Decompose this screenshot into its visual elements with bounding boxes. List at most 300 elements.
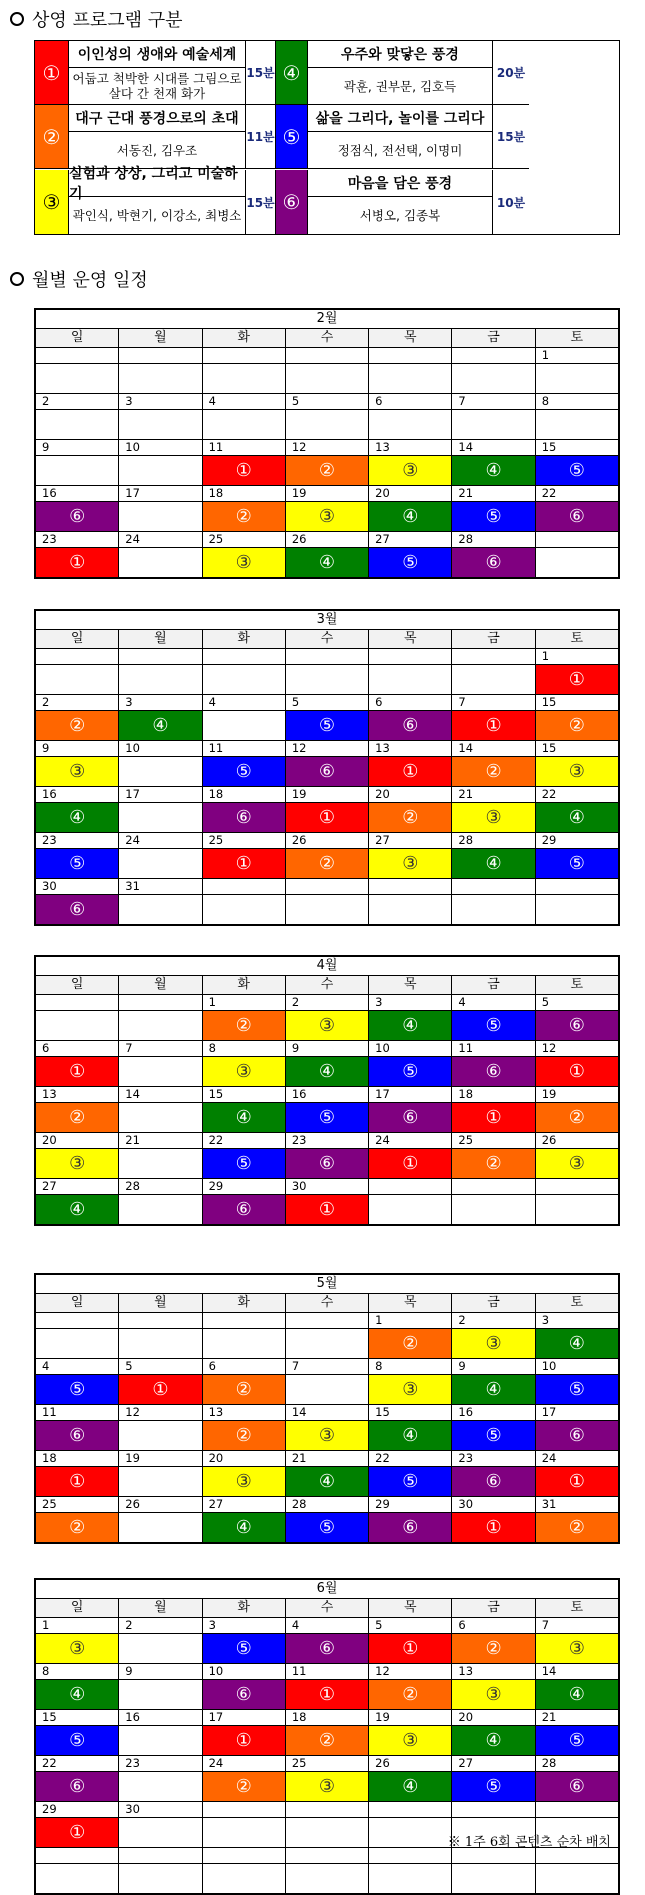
- date-number: 13: [203, 1405, 286, 1420]
- week-program-row: [36, 502, 618, 532]
- date-number: [119, 348, 202, 363]
- program-slot: [119, 1726, 202, 1755]
- week-program-row: [36, 1680, 618, 1710]
- program-slot: ②: [203, 1011, 286, 1040]
- weekday-label: 일: [36, 1294, 119, 1312]
- program-artists: 어둡고 척박한 시대를 그림으로 살다 간 천재 화가: [72, 71, 242, 101]
- date-number: 22: [36, 1756, 119, 1771]
- date-number: 1: [369, 1313, 452, 1328]
- program-slot: ③: [452, 1680, 535, 1709]
- program-slot: ①: [286, 1680, 369, 1709]
- weekday-header: [36, 1599, 618, 1618]
- program-slot: [286, 1818, 369, 1847]
- week-program-row: [36, 1467, 618, 1497]
- calendar-5-month: [34, 1273, 620, 1544]
- date-number: 27: [452, 1756, 535, 1771]
- date-number: 26: [119, 1497, 202, 1512]
- date-number: [536, 879, 618, 894]
- date-number: 20: [369, 787, 452, 802]
- program-slot: ④: [452, 456, 535, 485]
- program-slot: [119, 1103, 202, 1132]
- date-number: 15: [541, 741, 557, 755]
- program-slot: [286, 1375, 369, 1404]
- date-number: [286, 1313, 369, 1328]
- date-number: 12: [286, 741, 369, 756]
- program-slot: ②: [369, 1680, 452, 1709]
- program-slot: ②: [536, 711, 618, 740]
- date-number: [286, 1848, 369, 1863]
- date-number: 14: [452, 741, 535, 756]
- date-number: [452, 1802, 535, 1817]
- date-number: 5: [119, 1359, 202, 1374]
- date-number: 19: [286, 787, 369, 802]
- program-slot: [119, 1011, 202, 1040]
- date-number: [369, 1848, 452, 1863]
- date-number: 4: [203, 695, 286, 710]
- program-slot: [203, 711, 286, 740]
- date-number: 9: [36, 741, 119, 756]
- weekday-label: 월: [119, 329, 202, 347]
- program-slot: [536, 1864, 618, 1893]
- date-number: [369, 879, 452, 894]
- program-slot: [119, 1467, 202, 1496]
- week-date-row: [36, 1179, 618, 1195]
- week-program-row: [36, 1149, 618, 1179]
- program-slot: [119, 757, 202, 786]
- program-slot: [452, 1195, 535, 1224]
- date-number: 21: [286, 1451, 369, 1466]
- date-number: 10: [119, 440, 202, 455]
- date-number: 28: [286, 1497, 369, 1512]
- program-artists: 정점식, 전선택, 이명미: [337, 142, 463, 158]
- date-number: 24: [369, 1133, 452, 1148]
- program-slot: [536, 364, 618, 393]
- program-slot: ⑤: [369, 548, 452, 577]
- program-duration: 15분: [493, 105, 529, 169]
- week-program-row: [36, 1634, 618, 1664]
- week-program-row: [36, 1375, 618, 1405]
- date-number: 29: [203, 1179, 286, 1194]
- weekday-header: [36, 329, 618, 348]
- date-number: 14: [541, 1664, 557, 1678]
- week-date-row: [36, 995, 618, 1011]
- date-number: 7: [541, 1618, 550, 1632]
- week-date-row: [36, 1664, 618, 1680]
- program-title: 우주와 맞닿은 풍경: [308, 41, 492, 68]
- program-title: 마음을 담은 풍경: [308, 170, 492, 197]
- date-number: 10: [119, 741, 202, 756]
- program-slot: ④: [369, 1772, 452, 1801]
- week-program-row: [36, 1772, 618, 1802]
- program-slot: ①: [369, 1149, 452, 1178]
- program-slot: [203, 1864, 286, 1893]
- program-duration: 10분: [496, 195, 526, 210]
- program-slot: [36, 364, 119, 393]
- program-slot: [536, 895, 618, 924]
- date-number: 30: [286, 1179, 369, 1194]
- program-row: [35, 166, 619, 234]
- date-number: 14: [286, 1405, 369, 1420]
- program-slot: ④: [369, 1011, 452, 1040]
- date-number: 9: [36, 440, 119, 455]
- program-duration: 11분: [246, 105, 276, 169]
- program-slot: ②: [536, 1103, 618, 1132]
- date-number: 1: [36, 1618, 119, 1633]
- program-slot: ②: [203, 502, 286, 531]
- week-program-row: [36, 1421, 618, 1451]
- date-number: [452, 1848, 535, 1863]
- date-number: 6: [452, 1618, 535, 1633]
- program-slot: ④: [369, 1421, 452, 1450]
- program-slot: [286, 665, 369, 694]
- program-slot: ④: [119, 711, 202, 740]
- program-slot: ③: [369, 849, 452, 878]
- program-slot: ⑥: [36, 1772, 119, 1801]
- program-slot: ①: [369, 757, 452, 786]
- week-date-row: [36, 695, 618, 711]
- week-date-row: [36, 1710, 618, 1726]
- program-slot: ④: [536, 1680, 618, 1709]
- program-slot: ②: [286, 849, 369, 878]
- program-slot: [119, 665, 202, 694]
- program-slot: [369, 665, 452, 694]
- date-number: 18: [286, 1710, 369, 1725]
- date-number: 8: [541, 394, 550, 408]
- week-program-row: [36, 456, 618, 486]
- program-number: ①: [35, 41, 69, 105]
- date-number: 10: [203, 1664, 286, 1679]
- date-number: 12: [541, 1041, 557, 1055]
- date-number: 7: [119, 1041, 202, 1056]
- program-row: [35, 105, 619, 169]
- week-program-row: [36, 1057, 618, 1087]
- date-number: 21: [452, 787, 535, 802]
- program-slot: [119, 1421, 202, 1450]
- weekday-label: 금: [452, 630, 535, 648]
- program-slot: ②: [369, 1329, 452, 1358]
- week-date-row: [36, 394, 618, 410]
- weekday-label: 일: [36, 1599, 119, 1617]
- date-number: 22: [369, 1451, 452, 1466]
- program-slot: ⑤: [369, 1467, 452, 1496]
- program-slot: [369, 1195, 452, 1224]
- date-number: 18: [452, 1087, 535, 1102]
- program-slot: ③: [369, 456, 452, 485]
- program-slot: ①: [369, 1634, 452, 1663]
- date-number: 14: [452, 440, 535, 455]
- week-program-row: [36, 1513, 618, 1542]
- date-number: 20: [369, 486, 452, 501]
- program-slot: [536, 548, 618, 577]
- program-slot: ④: [203, 1513, 286, 1542]
- week-date-row: [36, 348, 618, 364]
- date-number: [369, 1802, 452, 1817]
- date-number: 18: [36, 1451, 119, 1466]
- program-slot: ③: [536, 1634, 618, 1663]
- program-slot: ③: [36, 1149, 119, 1178]
- date-number: 13: [452, 1664, 535, 1679]
- program-slot: ①: [203, 849, 286, 878]
- program-slot: [203, 895, 286, 924]
- date-number: 3: [541, 1313, 550, 1327]
- program-slot: ④: [452, 1726, 535, 1755]
- program-slot: [119, 803, 202, 832]
- week-date-row: [36, 486, 618, 502]
- date-number: 27: [369, 532, 452, 547]
- week-date-row: [36, 833, 618, 849]
- program-slot: ④: [452, 1375, 535, 1404]
- program-slot: ①: [286, 803, 369, 832]
- date-number: 3: [369, 995, 452, 1010]
- program-slot: ⑤: [203, 757, 286, 786]
- weekday-header: [36, 630, 618, 649]
- weekday-label: 화: [203, 1294, 286, 1312]
- program-slot: ②: [452, 757, 535, 786]
- week-program-row: [36, 1011, 618, 1041]
- program-info: [69, 105, 246, 169]
- program-artists: 서동진, 김우조: [116, 142, 198, 158]
- program-title: 실험과 상상, 그리고 미술하기: [69, 170, 245, 197]
- program-slot: ⑥: [286, 757, 369, 786]
- date-number: 3: [119, 695, 202, 710]
- program-slot: [119, 1772, 202, 1801]
- date-number: 19: [541, 1087, 557, 1101]
- date-number: [36, 995, 119, 1010]
- program-slot: [203, 410, 286, 439]
- date-number: [119, 1313, 202, 1328]
- program-slot: ⑤: [36, 849, 119, 878]
- program-slot: [119, 1195, 202, 1224]
- program-slot: ③: [36, 1634, 119, 1663]
- date-number: 3: [203, 1618, 286, 1633]
- date-number: 23: [452, 1451, 535, 1466]
- week-date-row: [36, 1451, 618, 1467]
- weekday-label: 화: [203, 329, 286, 347]
- date-number: 9: [119, 1664, 202, 1679]
- weekday-label: 목: [369, 1599, 452, 1617]
- date-number: 19: [369, 1710, 452, 1725]
- program-slot: ①: [452, 711, 535, 740]
- program-slot: ⑤: [286, 711, 369, 740]
- weekday-label: 토: [570, 330, 584, 345]
- program-slot: ②: [203, 1772, 286, 1801]
- date-number: 26: [369, 1756, 452, 1771]
- weekday-header: [36, 1294, 618, 1313]
- date-number: 29: [541, 833, 557, 847]
- date-number: 21: [452, 486, 535, 501]
- program-slot: ③: [369, 1375, 452, 1404]
- week-date-row: [36, 1087, 618, 1103]
- program-slot: ⑥: [536, 1772, 618, 1801]
- program-slot: ③: [536, 1149, 618, 1178]
- date-number: 27: [203, 1497, 286, 1512]
- date-number: [286, 1802, 369, 1817]
- date-number: 2: [452, 1313, 535, 1328]
- program-slot: ①: [36, 548, 119, 577]
- week-date-row: [36, 1618, 618, 1634]
- program-info: [308, 105, 493, 169]
- program-slot: ⑥: [452, 1057, 535, 1086]
- date-number: 24: [119, 532, 202, 547]
- date-number: [119, 1848, 202, 1863]
- program-slot: ⑤: [203, 1149, 286, 1178]
- program-number: ⑤: [276, 105, 308, 169]
- weekday-label: 일: [36, 329, 119, 347]
- program-slot: ②: [203, 1375, 286, 1404]
- date-number: 17: [119, 486, 202, 501]
- program-duration: 15분: [246, 170, 276, 234]
- program-slot: ②: [286, 1726, 369, 1755]
- week-program-row: [36, 1864, 618, 1893]
- date-number: [452, 879, 535, 894]
- week-date-row: [36, 1405, 618, 1421]
- program-slot: [119, 364, 202, 393]
- date-number: [36, 1313, 119, 1328]
- section-program-title-text: 상영 프로그램 구분: [32, 10, 183, 31]
- program-slot: [452, 364, 535, 393]
- date-number: [119, 649, 202, 664]
- date-number: [536, 532, 618, 547]
- program-slot: [286, 1329, 369, 1358]
- program-slot: ②: [452, 1149, 535, 1178]
- date-number: 7: [452, 394, 535, 409]
- program-slot: ③: [369, 1726, 452, 1755]
- date-number: 16: [36, 787, 119, 802]
- calendar-month-title: 2월: [36, 310, 618, 329]
- date-number: 4: [203, 394, 286, 409]
- date-number: 25: [452, 1133, 535, 1148]
- date-number: 27: [369, 833, 452, 848]
- program-slot: [452, 665, 535, 694]
- program-slot: ⑤: [452, 1011, 535, 1040]
- date-number: 12: [119, 1405, 202, 1420]
- program-slot: [119, 1329, 202, 1358]
- weekday-label: 월: [119, 1294, 202, 1312]
- calendar-month-title: 6월: [36, 1580, 618, 1599]
- section-schedule-title: [10, 266, 148, 292]
- week-date-row: [36, 1497, 618, 1513]
- program-slot: ②: [203, 1421, 286, 1450]
- program-slot: ⑤: [452, 1421, 535, 1450]
- program-slot: [119, 849, 202, 878]
- date-number: 9: [452, 1359, 535, 1374]
- program-slot: [286, 364, 369, 393]
- date-number: 8: [369, 1359, 452, 1374]
- date-number: 2: [36, 394, 119, 409]
- date-number: 29: [369, 1497, 452, 1512]
- date-number: 10: [369, 1041, 452, 1056]
- calendar-4-month: [34, 955, 620, 1226]
- program-slot: ②: [36, 1513, 119, 1542]
- program-slot: ①: [36, 1818, 119, 1847]
- program-slot: [452, 895, 535, 924]
- program-slot: [36, 1864, 119, 1893]
- date-number: 10: [541, 1359, 557, 1373]
- program-slot: [119, 1680, 202, 1709]
- week-program-row: [36, 1329, 618, 1359]
- date-number: 26: [286, 532, 369, 547]
- calendar-month-title: 5월: [36, 1275, 618, 1294]
- date-number: 17: [119, 787, 202, 802]
- date-number: 28: [541, 1756, 557, 1770]
- date-number: 15: [36, 1710, 119, 1725]
- date-number: [536, 1848, 618, 1863]
- week-program-row: [36, 410, 618, 440]
- week-date-row: [36, 1359, 618, 1375]
- program-slot: ③: [286, 1421, 369, 1450]
- date-number: 9: [286, 1041, 369, 1056]
- program-slot: ①: [286, 1195, 369, 1224]
- program-slot: ①: [119, 1375, 202, 1404]
- date-number: 20: [452, 1710, 535, 1725]
- program-slot: [119, 1864, 202, 1893]
- date-number: 21: [541, 1710, 557, 1724]
- date-number: 4: [452, 995, 535, 1010]
- date-number: [36, 348, 119, 363]
- date-number: 5: [286, 695, 369, 710]
- week-program-row: [36, 1103, 618, 1133]
- weekday-label: 일: [36, 976, 119, 994]
- date-number: 25: [203, 833, 286, 848]
- program-slot: ②: [452, 1634, 535, 1663]
- date-number: 17: [203, 1710, 286, 1725]
- program-slot: ⑤: [286, 1513, 369, 1542]
- date-number: 11: [203, 741, 286, 756]
- program-slot: ④: [452, 849, 535, 878]
- program-duration: 20분: [493, 41, 529, 105]
- program-info: [308, 170, 493, 234]
- program-slot: [36, 1329, 119, 1358]
- program-slot: ③: [203, 548, 286, 577]
- program-table: [34, 40, 620, 235]
- program-slot: [369, 1864, 452, 1893]
- program-slot: [119, 456, 202, 485]
- week-program-row: [36, 711, 618, 741]
- program-slot: ③: [36, 757, 119, 786]
- date-number: [203, 1802, 286, 1817]
- program-slot: ⑥: [452, 1467, 535, 1496]
- program-slot: ⑥: [536, 1011, 618, 1040]
- date-number: 11: [286, 1664, 369, 1679]
- date-number: 24: [119, 833, 202, 848]
- program-slot: ⑤: [452, 1772, 535, 1801]
- program-slot: ④: [203, 1103, 286, 1132]
- program-slot: [36, 410, 119, 439]
- program-slot: ④: [36, 1195, 119, 1224]
- calendar-month-title: 3월: [36, 611, 618, 630]
- program-slot: ⑥: [369, 1103, 452, 1132]
- date-number: [452, 1179, 535, 1194]
- week-date-row: [36, 1802, 618, 1818]
- date-number: [286, 649, 369, 664]
- weekday-label: 수: [286, 329, 369, 347]
- week-date-row: [36, 1756, 618, 1772]
- weekday-label: 화: [203, 976, 286, 994]
- weekday-label: 목: [369, 329, 452, 347]
- week-date-row: [36, 1313, 618, 1329]
- program-slot: ④: [536, 803, 618, 832]
- program-info: [308, 41, 493, 105]
- program-slot: ②: [369, 803, 452, 832]
- date-number: 15: [369, 1405, 452, 1420]
- date-number: 7: [452, 695, 535, 710]
- date-number: 26: [541, 1133, 557, 1147]
- footnote: ※ 1주 6회 콘텐츠 순차 배치: [447, 1835, 611, 1850]
- week-date-row: [36, 1133, 618, 1149]
- week-program-row: [36, 548, 618, 577]
- program-artists: 곽훈, 권부문, 김호득: [343, 78, 457, 94]
- date-number: 22: [541, 486, 557, 500]
